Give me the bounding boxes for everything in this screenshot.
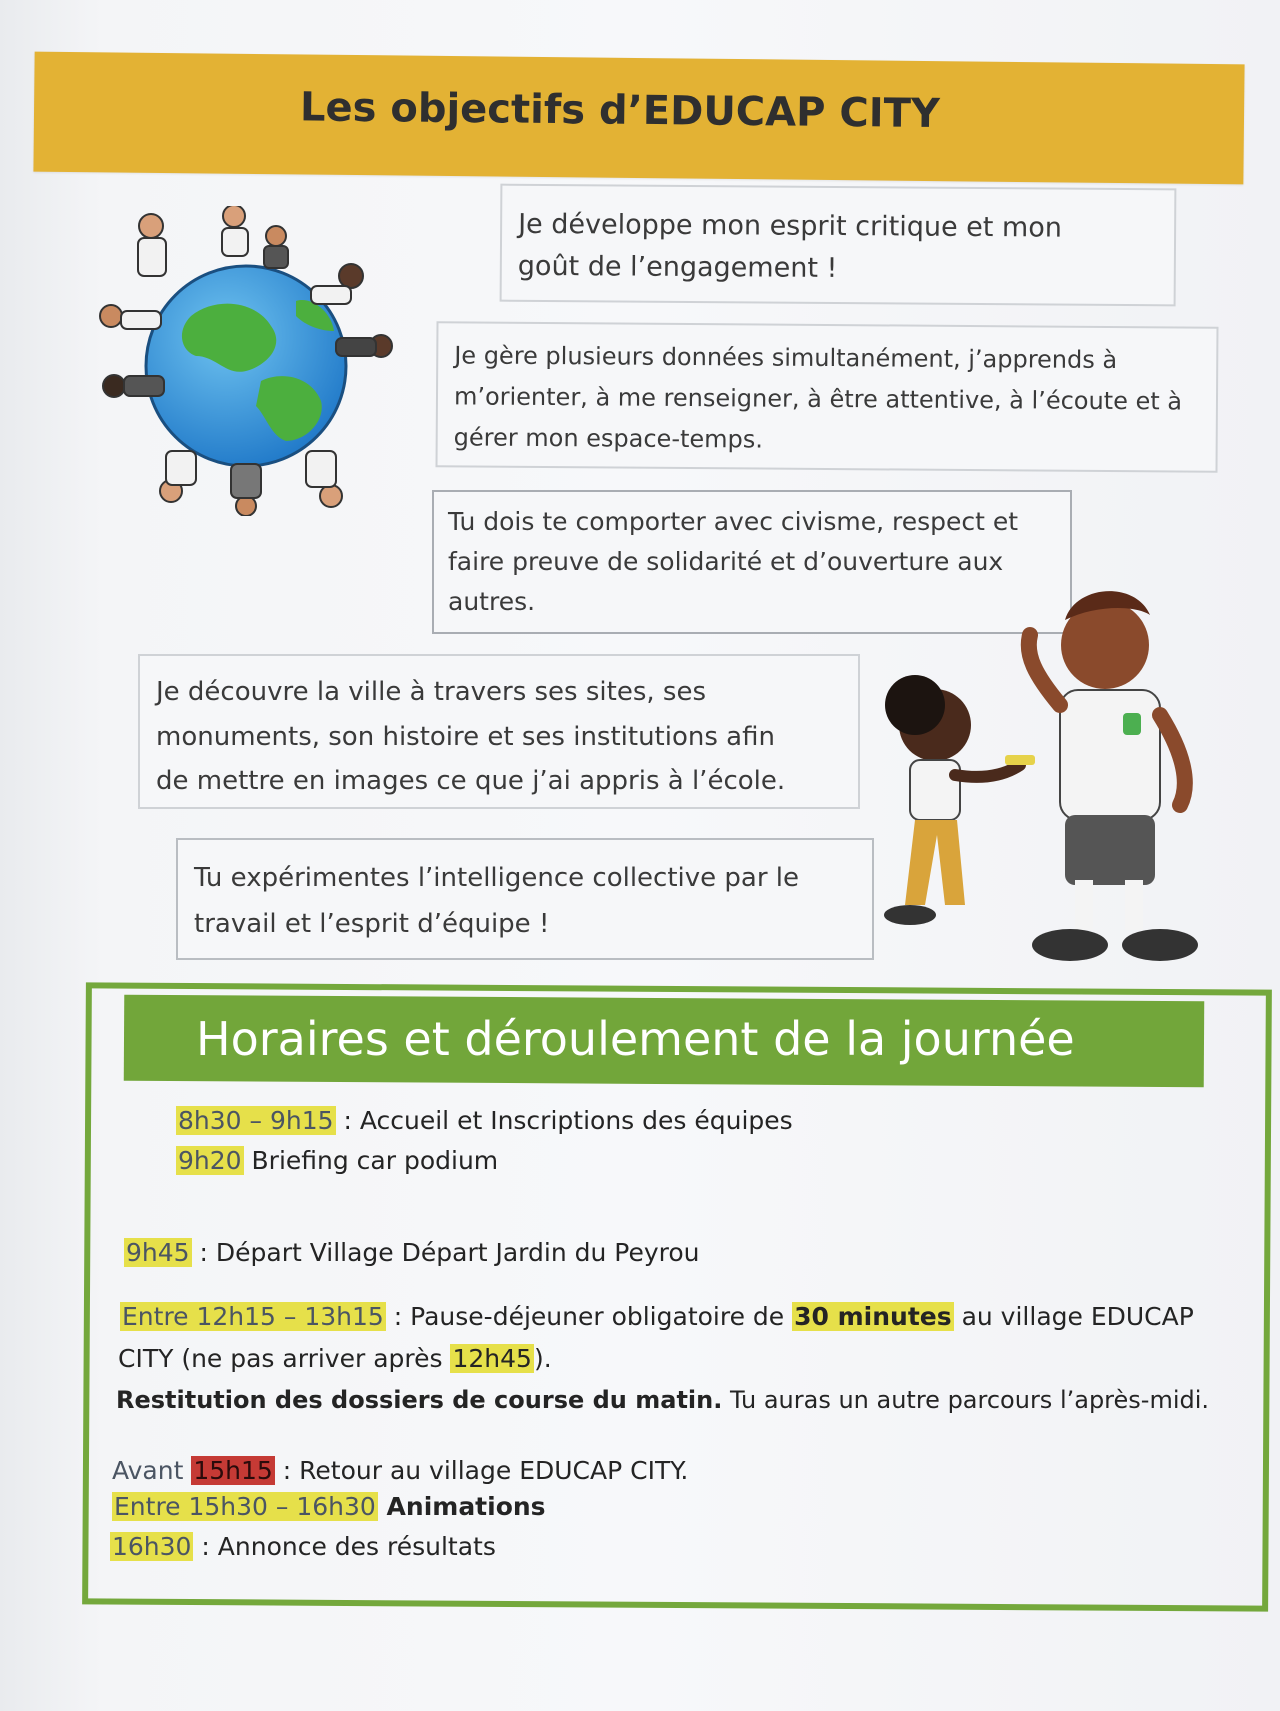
schedule-item-briefing <box>176 1146 498 1175</box>
schedule-item-results <box>110 1532 496 1561</box>
globe-icon <box>96 206 396 516</box>
time-highlight: 9h45 <box>126 1238 190 1267</box>
schedule-text: ). <box>533 1344 552 1373</box>
objective-line: monuments, son histoire et ses institutions afin <box>156 721 775 752</box>
objective-line: Je découvre la ville à travers ses sites, ses <box>156 677 706 707</box>
schedule-bold-text: Restitution des dossiers de course du matin. <box>116 1386 723 1414</box>
kids-icon <box>845 575 1245 985</box>
schedule-text: : Retour au village EDUCAP CITY. <box>274 1456 689 1485</box>
time-highlight: Entre 12h15 – 13h15 <box>122 1302 384 1331</box>
schedule-item-depart <box>124 1238 700 1267</box>
objective-box-multitasking <box>435 321 1218 472</box>
objective-line: faire preuve de solidarité et d’ouverture aux <box>448 547 1004 576</box>
schedule-text: au village EDUCAP <box>953 1302 1194 1331</box>
objective-line: Tu expérimentes l’intelligence collective par le <box>194 863 800 893</box>
time-highlight: 9h20 <box>178 1146 242 1175</box>
time-highlight: 12h45 <box>452 1344 532 1373</box>
time-highlight: Entre 15h30 – 16h30 <box>114 1492 376 1521</box>
objective-line: de mettre en images ce que j’ai appris à l’école. <box>156 766 786 797</box>
time-highlight-red: 15h15 <box>193 1456 273 1485</box>
page-title: Les objectifs d’EDUCAP CITY <box>299 84 941 138</box>
schedule-text: Tu auras un autre parcours l’après-midi. <box>722 1386 1210 1414</box>
schedule-item-animations <box>112 1492 546 1521</box>
kids-illustration <box>845 575 1245 985</box>
globe-people-illustration <box>96 206 396 516</box>
objective-line: Tu dois te comporter avec civisme, respect et <box>448 507 1019 536</box>
schedule-text: : Pause-déjeuner obligatoire de <box>385 1302 793 1331</box>
objective-line: m’orienter, à me renseigner, à être attentive, à l’écoute et à <box>453 382 1183 416</box>
schedule-bold-text: Animations <box>377 1492 546 1521</box>
objective-line: goût de l’engagement ! <box>517 250 838 284</box>
schedule-title: Horaires et déroulement de la journée <box>196 1012 1075 1066</box>
schedule-item-pause <box>120 1302 1194 1331</box>
objective-box-critical-thinking <box>500 184 1177 307</box>
schedule-item-accueil <box>176 1106 793 1135</box>
schedule-text: : Accueil et Inscriptions des équipes <box>335 1106 793 1135</box>
objective-box-discover-city <box>138 654 860 809</box>
schedule-item-retour <box>112 1456 688 1485</box>
schedule-text: : Départ Village Départ Jardin du Peyrou <box>191 1238 700 1267</box>
time-highlight: 16h30 <box>112 1532 192 1561</box>
schedule-item-restitution <box>116 1386 1209 1414</box>
schedule-text: CITY (ne pas arriver après <box>118 1344 451 1373</box>
objective-line: Je développe mon esprit critique et mon <box>518 208 1063 244</box>
duration-highlight: 30 minutes <box>794 1302 952 1331</box>
objective-line: autres. <box>448 587 536 616</box>
objective-line: travail et l’esprit d’équipe ! <box>194 908 550 939</box>
girl-figure <box>884 675 1035 925</box>
boy-figure <box>1029 591 1198 961</box>
schedule-text: Avant <box>112 1456 192 1485</box>
schedule-text: : Annonce des résultats <box>193 1532 496 1561</box>
objective-line: Je gère plusieurs données simultanément, j’apprends à <box>454 341 1118 375</box>
objective-line: gérer mon espace-temps. <box>453 422 764 454</box>
schedule-item-pause-continued <box>118 1344 552 1373</box>
time-highlight: 8h30 – 9h15 <box>178 1106 334 1135</box>
objective-box-teamwork <box>176 838 874 960</box>
schedule-text: Briefing car podium <box>243 1146 499 1175</box>
